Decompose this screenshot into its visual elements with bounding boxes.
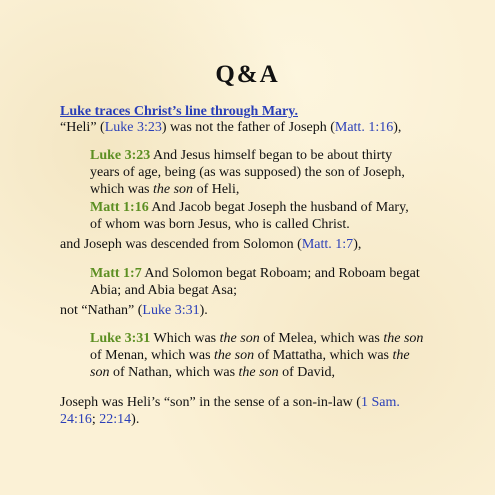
section-heading: Luke traces Christ’s line through Mary. [60,104,298,119]
verse-text: of Nathan, which was [109,365,239,380]
paragraph-heli [60,119,401,136]
page-title: Q&A [215,61,280,88]
verse-text-italic: the son [153,182,194,197]
text: and Joseph was descended from Solomon ( [60,237,302,252]
text: “Heli” ( [60,120,105,135]
text: ; [91,412,100,427]
verse-ref: Matt 1:7 [90,266,142,281]
text: ) was not the father of Joseph ( [161,120,335,135]
verse-text: Abia; and Abia begat Asa; [90,283,237,298]
scripture-link-matt-1-7[interactable]: Matt. 1:7 [301,237,354,252]
verse-ref: Matt 1:16 [90,200,149,215]
verse-text: And Solomon begat Roboam; and Roboam begat [141,266,420,281]
verse-text: of Mattatha, which was [254,348,393,363]
scripture-link-1-sam-24-16[interactable]: 24:16 [60,412,92,427]
verse-text: of Melea, which was [259,331,384,346]
text: ), [393,120,402,135]
text: not “Nathan” ( [60,303,143,318]
scripture-link-22-14[interactable]: 22:14 [99,412,132,427]
quote-matt-1-7 [90,265,420,299]
verse-text: And Jesus himself began to be about thirty [150,148,393,163]
verse-ref: Luke 3:31 [90,331,151,346]
quote-luke-3-31 [90,330,423,381]
verse-ref: Luke 3:23 [90,148,151,163]
text: ). [199,303,208,318]
verse-text: years of age, being (as was supposed) the son of Joseph, [90,165,405,180]
verse-text-italic: the son [238,365,279,380]
verse-text: of Heli, [193,182,240,197]
verse-text: of Menan, which was [90,348,215,363]
paragraph-son-in-law [60,394,400,428]
verse-text: And Jacob begat Joseph the husband of Mary, [148,200,409,215]
verse-text-italic: the son [214,348,255,363]
verse-text-italic: son [90,365,110,380]
verse-text: of David, [278,365,335,380]
text: ). [131,412,140,427]
text: Joseph was Heli’s “son” in the sense of a son-in-law ( [60,395,361,410]
verse-text: Which was [150,331,220,346]
quote-matt-1-16 [90,199,409,233]
quote-luke-3-23 [90,147,405,198]
scripture-link-matt-1-16[interactable]: Matt. 1:16 [334,120,394,135]
text: ), [353,237,362,252]
scripture-link-1-sam[interactable]: 1 Sam. [360,395,400,410]
paragraph-nathan [60,302,208,319]
scripture-link-luke-3-31[interactable]: Luke 3:31 [142,303,200,318]
verse-text-italic: the son [383,331,424,346]
verse-text: which was [90,182,153,197]
paragraph-solomon [60,236,361,253]
scripture-link-luke-3-23[interactable]: Luke 3:23 [104,120,162,135]
verse-text-italic: the [392,348,410,363]
verse-text-italic: the son [219,331,260,346]
verse-text: of whom was born Jesus, who is called Christ. [90,217,350,232]
